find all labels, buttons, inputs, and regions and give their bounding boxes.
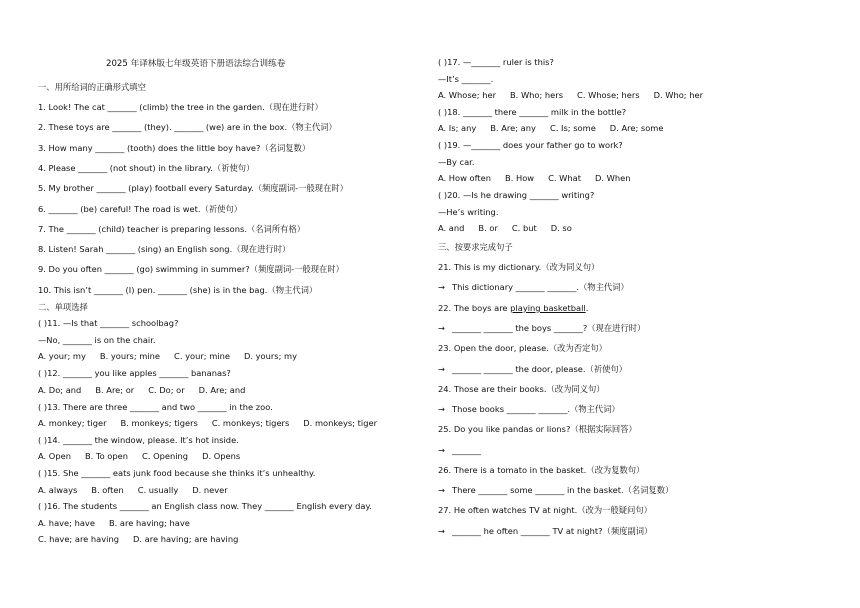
- mc-q16-options-row1: [38, 518, 204, 529]
- arrow-icon: →: [438, 404, 445, 414]
- arrow-icon: →: [438, 323, 445, 333]
- mc-q19-extra: —By car.: [438, 157, 475, 167]
- arrow-icon: →: [438, 282, 445, 292]
- fill-item-4: 4. Please _______ (not shout) in the library.（祈使句）: [38, 163, 255, 173]
- rewrite-q21: 21. This is my dictionary.（改为同义句）: [438, 262, 600, 272]
- answer-line: Those books _______ _______.（物主代词）: [452, 404, 620, 414]
- mc-q19-stem: ( )19. —_______ does your father go to work?: [438, 140, 623, 150]
- mc-q12-options: [38, 385, 259, 396]
- mc-q17-extra: —It’s _______.: [438, 74, 494, 84]
- rewrite-q24: 24. Those are their books.（改为同义句）: [438, 384, 605, 394]
- option: C. Whose; hers: [577, 90, 640, 100]
- fill-item-10: 10. This isn’t _______ (I) pen. _______ (she) is in the bag.（物主代词）: [38, 285, 318, 295]
- mc-q13-stem: ( )13. There are three _______ and two _______ in the zoo.: [38, 402, 273, 412]
- option: B. Are; or: [95, 385, 135, 395]
- mc-q15-options: [38, 485, 242, 496]
- mc-q14-stem: ( )14. _______ the window, please. It’s hot inside.: [38, 435, 239, 445]
- option: B. To open: [84, 451, 129, 461]
- option: A. Whose; her: [438, 90, 496, 100]
- page-title: 2025 年译林版七年级英语下册语法综合训练卷: [106, 59, 286, 69]
- mc-q16-stem: ( )16. The students _______ an English class now. They _______ English every day.: [38, 501, 372, 511]
- option: A. monkey; tiger: [38, 418, 107, 428]
- rewrite-a27: [438, 526, 652, 537]
- fill-item-5: 5. My brother _______ (play) football every Saturday.（频度副词-一般现在时）: [38, 183, 348, 193]
- answer-line: _______: [452, 445, 482, 455]
- option: D. yours; my: [243, 351, 298, 361]
- option: B. Are; any: [490, 123, 536, 133]
- rewrite-q26: 26. There is a tomato in the basket.（改为复数句）: [438, 465, 645, 475]
- fill-item-6: 6. _______ (be) careful! The road is wet.（祈使句）: [38, 204, 243, 214]
- option: A. and: [438, 223, 465, 233]
- option: A. always: [38, 485, 78, 495]
- option: A. How often: [438, 173, 492, 183]
- rewrite-q27: 27. He often watches TV at night.（改为一般疑问句）: [438, 505, 652, 515]
- rewrite-q22: [438, 303, 588, 314]
- option: D. Opens: [202, 451, 241, 461]
- fill-item-9: 9. Do you often _______ (go) swimming in summer?（频度副词-一般现在时）: [38, 264, 344, 274]
- option: B. monkeys; tigers: [120, 418, 198, 428]
- mc-q18-stem: ( )18. _______ there _______ milk in the bottle?: [438, 107, 627, 117]
- rewrite-a21: [438, 282, 629, 293]
- option: C. monkeys; tigers: [211, 418, 290, 428]
- option: C. Opening: [142, 451, 189, 461]
- option: C. your; mine: [174, 351, 230, 361]
- mc-q12-stem: ( )12. _______ you like apples _______ bananas?: [38, 368, 231, 378]
- option: A. Is; any: [438, 123, 477, 133]
- answer-line: _______ he often _______ TV at night?（频度副词）: [452, 526, 653, 536]
- rewrite-a24: [438, 404, 620, 415]
- option: D. monkeys; tiger: [303, 418, 377, 428]
- mc-q20-options: [438, 223, 586, 234]
- fill-item-2: 2. These toys are _______ (they). _______ (we) are in the box.（物主代词）: [38, 122, 337, 132]
- mc-q11-extra: —No, _______ is on the chair.: [38, 335, 156, 345]
- option: C. but: [511, 223, 537, 233]
- answer-line: There _______ some _______ in the basket.（名词复数）: [452, 485, 674, 495]
- option: D. so: [550, 223, 572, 233]
- rewrite-a22: [438, 323, 645, 334]
- rewrite-q23: 23. Open the door, please.（改为否定句）: [438, 343, 607, 353]
- rewrite-q25: 25. Do you like pandas or lions?（根据实际回答）: [438, 424, 637, 434]
- option: A. Open: [38, 451, 71, 461]
- option: C. Is; some: [549, 123, 596, 133]
- answer-line: This dictionary _______ _______.（物主代词）: [452, 282, 629, 292]
- answer-line: _______ _______ the door, please.（祈使句）: [452, 364, 628, 374]
- option: D. never: [192, 485, 228, 495]
- section2-heading: 二、单项选择: [38, 302, 88, 312]
- option: C. What: [548, 173, 581, 183]
- rewrite-a23: [438, 364, 627, 375]
- arrow-icon: →: [438, 485, 445, 495]
- option: D. are having; are having: [133, 534, 239, 544]
- option: A. have; have: [38, 518, 95, 528]
- arrow-icon: →: [438, 445, 445, 455]
- arrow-icon: →: [438, 526, 445, 536]
- option: B. are having; have: [108, 518, 190, 528]
- mc-q20-stem: ( )20. —Is he drawing _______ writing?: [438, 190, 595, 200]
- fill-item-1: 1. Look! The cat _______ (climb) the tree in the garden.（现在进行时）: [38, 102, 323, 112]
- option: B. Who; hers: [509, 90, 564, 100]
- option: B. often: [91, 485, 124, 495]
- section1-heading: 一、用所给词的正确形式填空: [38, 82, 146, 92]
- option: A. your; my: [38, 351, 86, 361]
- option: A. Do; and: [38, 385, 82, 395]
- option: C. Do; or: [148, 385, 185, 395]
- mc-q13-options: [38, 418, 391, 429]
- question-text-end: .: [585, 303, 589, 313]
- option: C. usually: [137, 485, 179, 495]
- rewrite-a26: [438, 485, 673, 496]
- fill-item-7: 7. The _______ (child) teacher is preparing lessons.（名词所有格）: [38, 224, 306, 234]
- answer-line: _______ _______ the boys _______?（现在进行时）: [452, 323, 646, 333]
- mc-q15-stem: ( )15. She _______ eats junk food because she thinks it’s unhealthy.: [38, 468, 316, 478]
- underlined-phrase: playing basketball: [510, 303, 586, 313]
- mc-q19-options: [438, 173, 644, 184]
- mc-q18-options: [438, 123, 678, 134]
- arrow-icon: →: [438, 364, 445, 374]
- fill-item-8: 8. Listen! Sarah _______ (sing) an English song.（现在进行时）: [38, 244, 291, 254]
- option: D. When: [594, 173, 631, 183]
- question-text: 22. The boys are: [438, 303, 511, 313]
- option: B. How: [505, 173, 535, 183]
- option: D. Are; and: [198, 385, 246, 395]
- fill-item-3: 3. How many _______ (tooth) does the little boy have?（名词复数）: [38, 143, 311, 153]
- rewrite-a25: [438, 445, 481, 456]
- mc-q11-stem: ( )11. —Is that _______ schoolbag?: [38, 318, 179, 328]
- option: C. have; are having: [38, 534, 119, 544]
- option: B. yours; mine: [99, 351, 161, 361]
- mc-q11-options: [38, 351, 311, 362]
- option: D. Who; her: [653, 90, 704, 100]
- section3-heading: 三、按要求完成句子: [438, 242, 513, 252]
- option: B. or: [478, 223, 498, 233]
- mc-q14-options: [38, 451, 254, 462]
- option: D. Are; some: [609, 123, 664, 133]
- mc-q17-options: [438, 90, 717, 101]
- mc-q17-stem: ( )17. —_______ ruler is this?: [438, 57, 554, 67]
- mc-q20-extra: —He’s writing.: [438, 207, 499, 217]
- mc-q16-options-row2: [38, 534, 252, 545]
